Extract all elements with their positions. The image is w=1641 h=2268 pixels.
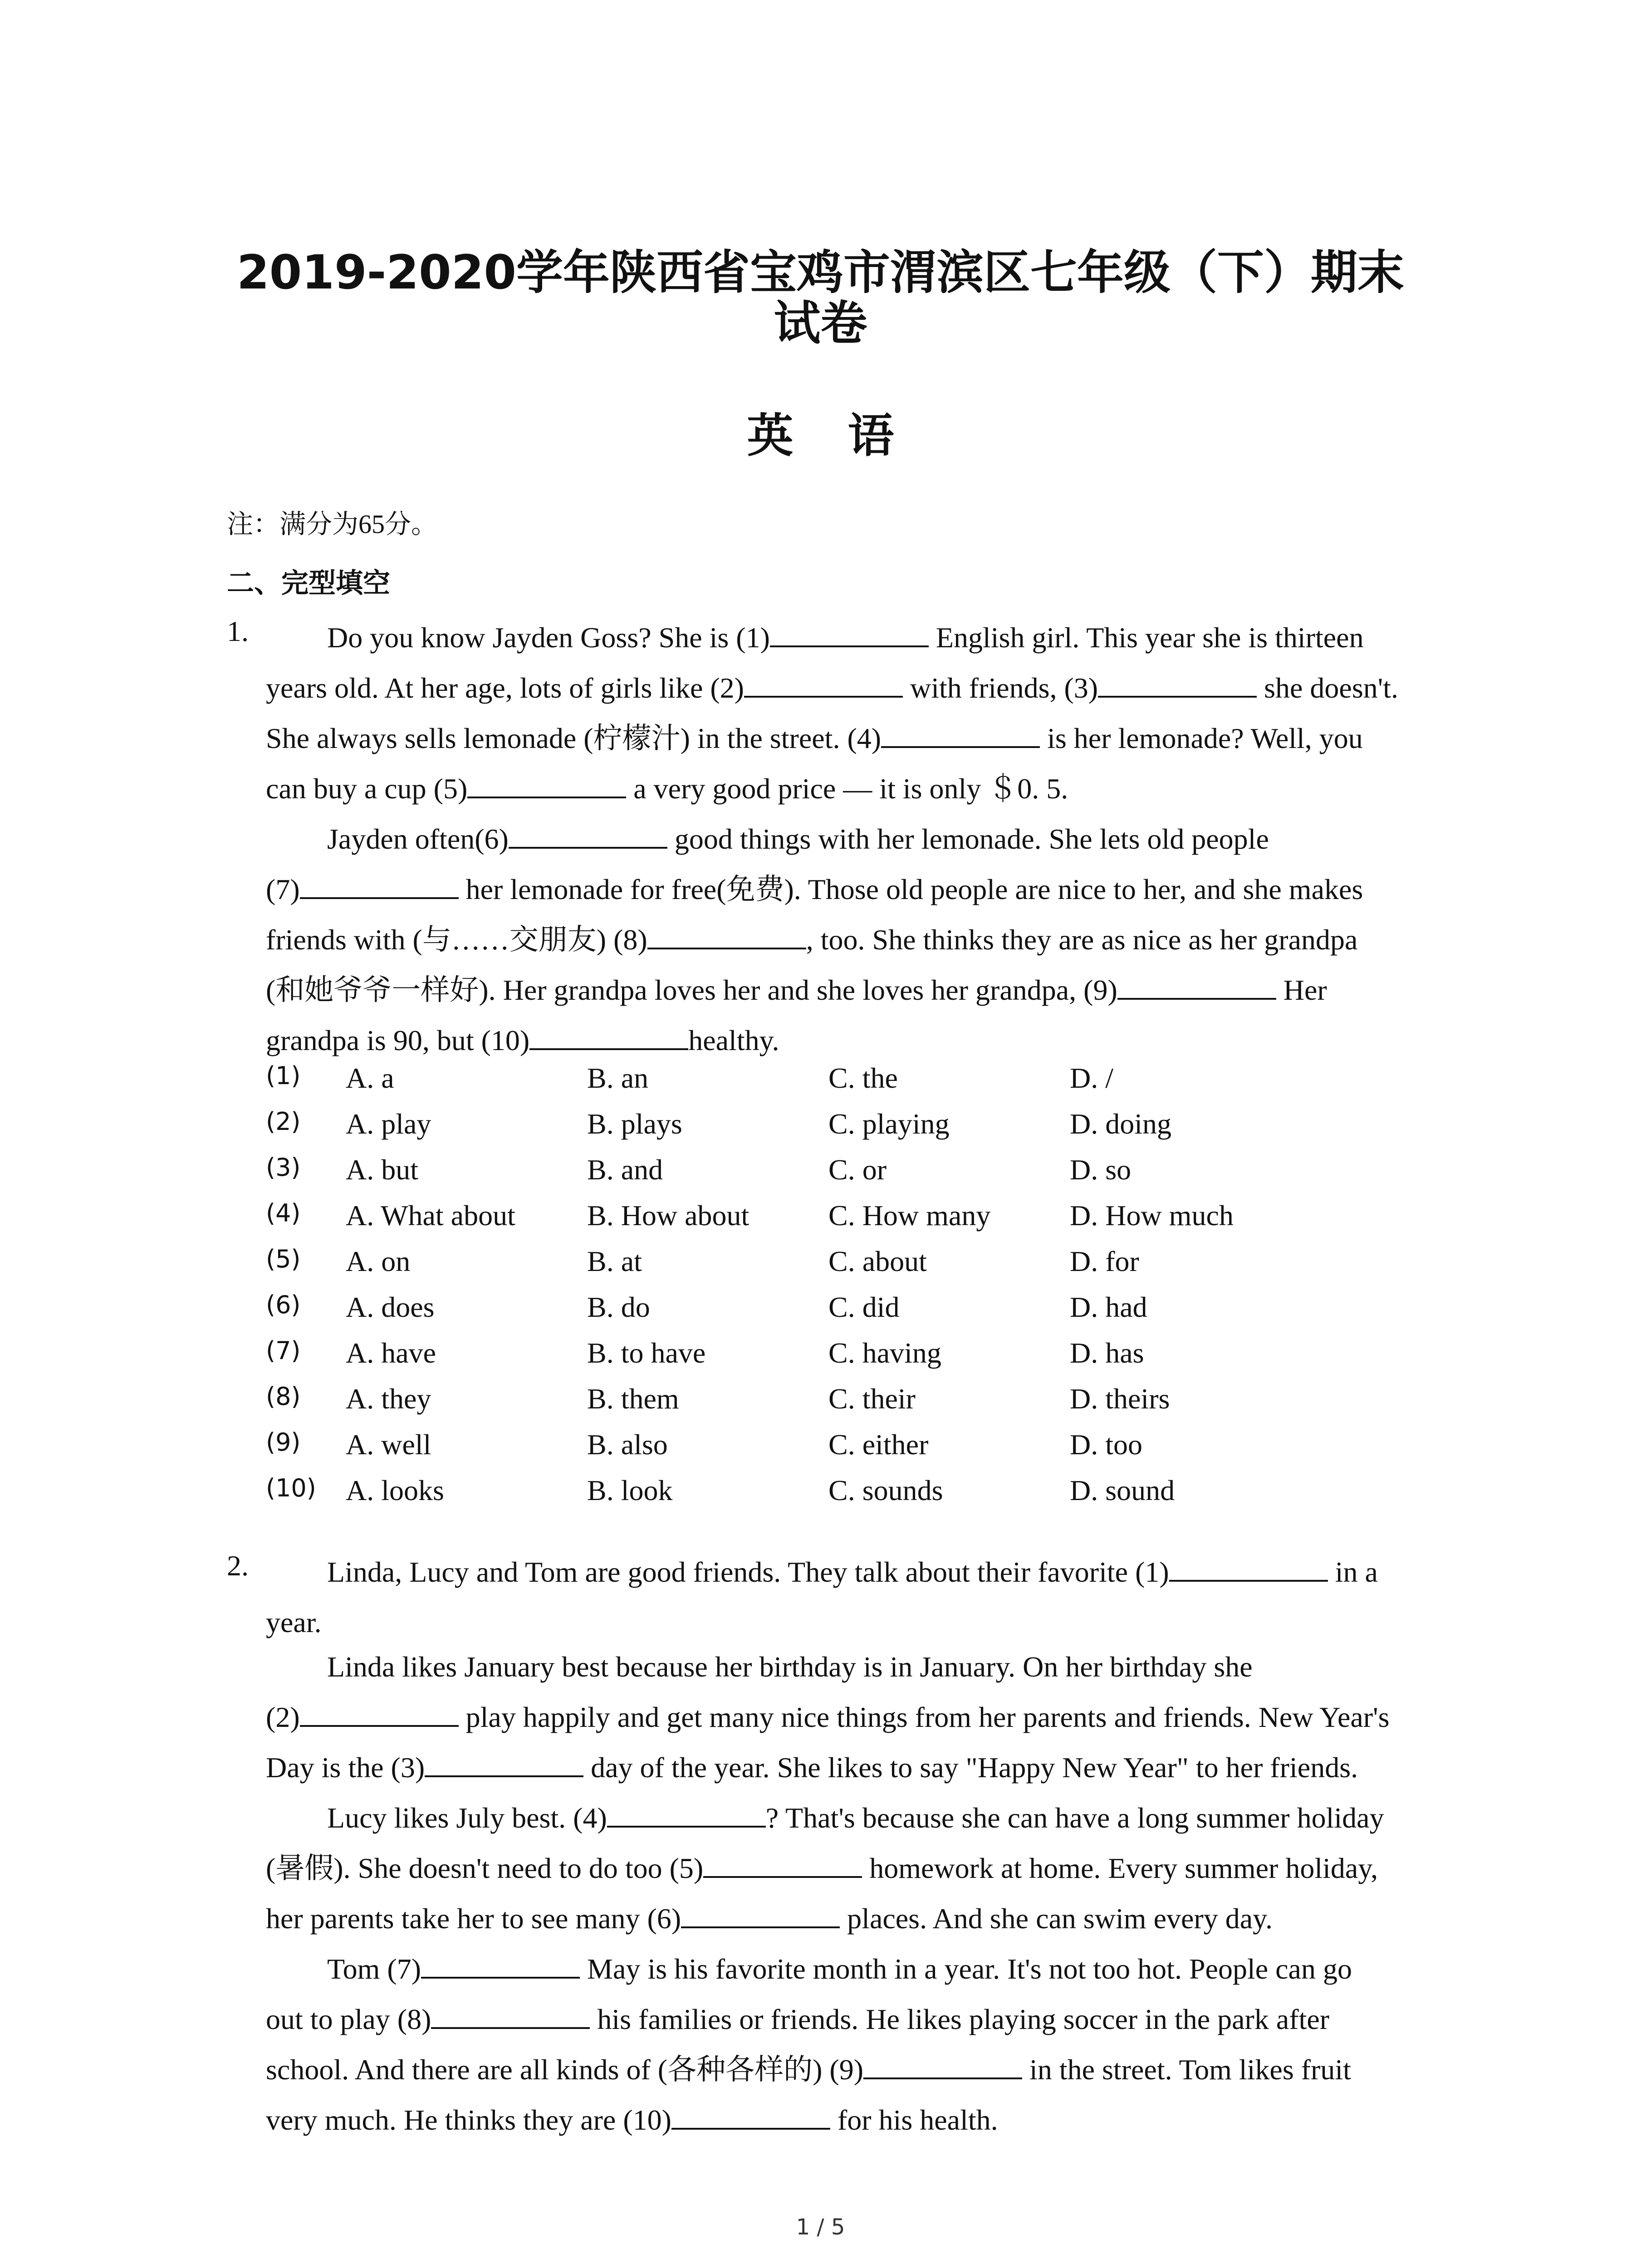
option-d[interactable]: D. for [1070, 1245, 1139, 1277]
option-b[interactable]: B. and [587, 1154, 663, 1186]
option-number: (6) [266, 1290, 301, 1319]
passage-line [266, 2095, 1464, 2145]
text-segment: grandpa is 90, but (10) [266, 1024, 530, 1056]
option-c[interactable]: C. the [828, 1062, 898, 1094]
text-segment: ? That's because she can have a long summer holiday [765, 1802, 1384, 1834]
passage-line [266, 1843, 1464, 1893]
text-segment: May is his favorite month in a year. It's not too hot. People can go [580, 1953, 1352, 1985]
answer-blank[interactable] [300, 874, 459, 899]
title-line-2: 试卷 [774, 296, 867, 351]
answer-blank[interactable] [425, 1752, 583, 1777]
option-b[interactable]: B. do [587, 1291, 650, 1323]
answer-blank[interactable] [421, 1953, 580, 1979]
option-b[interactable]: B. at [587, 1245, 642, 1277]
question-2-number: 2. [227, 1549, 249, 1582]
text-segment: is her lemonade? Well, you [1040, 722, 1363, 754]
title-line-1: 2019-2020学年陕西省宝鸡市渭滨区七年级（下）期末 [236, 245, 1405, 300]
option-b[interactable]: B. an [587, 1062, 649, 1094]
answer-blank[interactable] [1117, 974, 1276, 1000]
text-segment: for his health. [830, 2104, 998, 2136]
answer-blank[interactable] [607, 1802, 766, 1828]
passage-line [266, 1015, 1464, 1066]
option-b[interactable]: B. plays [587, 1108, 682, 1140]
option-a[interactable]: A. does [346, 1291, 435, 1323]
text-segment: her parents take her to see many (6) [266, 1902, 681, 1935]
answer-blank[interactable] [681, 1903, 840, 1928]
text-segment: her lemonade for free(免费). Those old people are nice to her, and she makes [458, 873, 1363, 905]
text-segment: can buy a cup (5) [266, 772, 468, 805]
option-d[interactable]: D. How much [1070, 1199, 1234, 1232]
text-segment: (和她爷爷一样好). Her grandpa loves her and she loves her grandpa, (9) [266, 974, 1117, 1006]
text-segment: very much. He thinks they are (10) [266, 2104, 671, 2136]
passage-line [266, 763, 1464, 814]
text-segment: (7) [266, 873, 300, 905]
passage-line [266, 814, 1464, 864]
text-segment: she doesn't. [1257, 672, 1399, 704]
page-number: 1 / 5 [796, 2214, 845, 2240]
option-b[interactable]: B. them [587, 1383, 679, 1415]
option-a[interactable]: A. looks [346, 1474, 444, 1506]
passage-line [266, 1597, 1464, 1642]
passage-line [266, 1642, 1464, 1692]
option-a[interactable]: A. What about [346, 1199, 515, 1232]
text-segment: out to play (8) [266, 2003, 431, 2035]
option-number: (9) [266, 1428, 301, 1457]
answer-blank[interactable] [744, 672, 903, 698]
text-segment: (暑假). She doesn't need to do too (5) [266, 1852, 704, 1884]
text-segment: good things with her lemonade. She lets old people [667, 823, 1269, 855]
text-segment: Linda, Lucy and Tom are good friends. They talk about their favorite (1) [327, 1556, 1169, 1588]
option-d[interactable]: D. had [1070, 1291, 1147, 1323]
text-segment: Do you know Jayden Goss? She is (1) [327, 621, 770, 654]
text-segment: his families or friends. He likes playing soccer in the park after [590, 2003, 1330, 2035]
option-a[interactable]: A. on [346, 1245, 411, 1277]
text-segment: , too. She thinks they are as nice as her grandpa [806, 924, 1358, 956]
passage-line [266, 965, 1464, 1015]
option-d[interactable]: D. / [1070, 1062, 1113, 1094]
answer-blank[interactable] [863, 2054, 1022, 2079]
passage-line [266, 663, 1464, 713]
option-b[interactable]: B. to have [587, 1337, 706, 1369]
text-segment: friends with (与……交朋友) (8) [266, 924, 647, 956]
passage-line [266, 864, 1464, 914]
text-segment: day of the year. She likes to say "Happy New Year" to her friends. [583, 1751, 1358, 1784]
option-b[interactable]: B. also [587, 1428, 668, 1461]
option-number: (8) [266, 1382, 301, 1411]
text-segment: Day is the (3) [266, 1751, 425, 1784]
text-segment: in the street. Tom likes fruit [1022, 2053, 1351, 2086]
text-segment: Tom (7) [327, 1953, 421, 1985]
text-segment: with friends, (3) [902, 672, 1098, 704]
passage-line [266, 612, 1464, 663]
text-segment: places. And she can swim every day. [840, 1902, 1273, 1935]
answer-blank[interactable] [1169, 1556, 1328, 1582]
question-1-passage [266, 612, 1464, 1066]
option-d[interactable]: D. doing [1070, 1108, 1171, 1140]
text-segment: homework at home. Every summer holiday, [862, 1852, 1378, 1884]
option-c[interactable]: C. did [828, 1291, 900, 1323]
option-c[interactable]: C. How many [828, 1199, 991, 1232]
option-number: (4) [266, 1199, 301, 1227]
option-c[interactable]: C. about [828, 1245, 927, 1277]
option-d[interactable]: D. so [1070, 1154, 1132, 1186]
question-1-number: 1. [227, 615, 249, 647]
option-number: (1) [266, 1061, 301, 1090]
text-segment: Her [1276, 974, 1327, 1006]
option-d[interactable]: D. theirs [1070, 1383, 1170, 1415]
option-number: (5) [266, 1245, 301, 1273]
passage-line [266, 1944, 1464, 1994]
passage-line [266, 914, 1464, 965]
option-c[interactable]: C. having [828, 1337, 941, 1369]
text-segment: in a [1327, 1556, 1378, 1588]
option-b[interactable]: B. look [587, 1474, 673, 1506]
option-number: (10) [266, 1474, 316, 1502]
section-title: 二、完型填空 [227, 567, 390, 599]
text-segment: school. And there are all kinds of (各种各样的) (9) [266, 2053, 864, 2086]
option-a[interactable]: A. have [346, 1337, 436, 1369]
passage-line [266, 1893, 1464, 1944]
text-segment: She always sells lemonade (柠檬汁) in the street. (4) [266, 722, 882, 754]
answer-blank[interactable] [467, 773, 626, 798]
option-number: (3) [266, 1153, 301, 1182]
answer-blank[interactable] [300, 1701, 459, 1727]
option-number: (7) [266, 1336, 301, 1365]
passage-line [266, 713, 1464, 763]
text-segment: English girl. This year she is thirteen [928, 621, 1364, 654]
option-c[interactable]: C. either [828, 1428, 929, 1461]
answer-blank[interactable] [1098, 672, 1257, 698]
passage-line [266, 1793, 1464, 1843]
answer-blank[interactable] [431, 2004, 590, 2029]
text-segment: years old. At her age, lots of girls like (2) [266, 672, 744, 704]
option-c[interactable]: C. their [828, 1383, 916, 1415]
subject-heading: 英语 [747, 409, 949, 463]
option-a[interactable]: A. a [346, 1062, 394, 1094]
option-a[interactable]: A. they [346, 1383, 431, 1415]
answer-blank[interactable] [529, 1025, 688, 1050]
text-segment: Linda likes January best because her birthday is in January. On her birthday she [327, 1651, 1253, 1683]
passage-line [266, 1692, 1464, 1742]
text-segment: year. [266, 1606, 322, 1638]
option-a[interactable]: A. play [346, 1108, 431, 1140]
passage-line [266, 1742, 1464, 1793]
text-segment: Lucy likes July best. (4) [327, 1802, 607, 1834]
score-note: 注：满分为65分。 [227, 509, 438, 539]
option-c[interactable]: C. or [828, 1154, 887, 1186]
text-segment: Jayden often(6) [327, 823, 509, 855]
option-a[interactable]: A. well [346, 1428, 431, 1461]
text-segment: a very good price — it is only ＄0. 5. [626, 772, 1068, 805]
question-2-passage [266, 1547, 1464, 2145]
option-d[interactable]: D. sound [1070, 1474, 1175, 1506]
option-number: (2) [266, 1107, 301, 1136]
answer-blank[interactable] [703, 1853, 862, 1878]
option-d[interactable]: D. has [1070, 1337, 1144, 1369]
passage-line [266, 1994, 1464, 2044]
text-segment: (2) [266, 1701, 300, 1733]
passage-line [266, 2044, 1464, 2095]
page-title [0, 247, 1641, 349]
answer-blank[interactable] [647, 924, 806, 949]
text-segment: play happily and get many nice things from her parents and friends. New Year's [458, 1701, 1390, 1733]
option-c[interactable]: C. sounds [828, 1474, 943, 1506]
option-d[interactable]: D. too [1070, 1428, 1142, 1461]
option-b[interactable]: B. How about [587, 1199, 749, 1232]
answer-blank[interactable] [509, 823, 667, 849]
option-c[interactable]: C. playing [828, 1108, 950, 1140]
option-a[interactable]: A. but [346, 1154, 418, 1186]
passage-line [266, 1547, 1464, 1597]
answer-blank[interactable] [671, 2104, 830, 2130]
answer-blank[interactable] [881, 723, 1040, 748]
text-segment: healthy. [688, 1024, 779, 1056]
answer-blank[interactable] [770, 622, 929, 647]
